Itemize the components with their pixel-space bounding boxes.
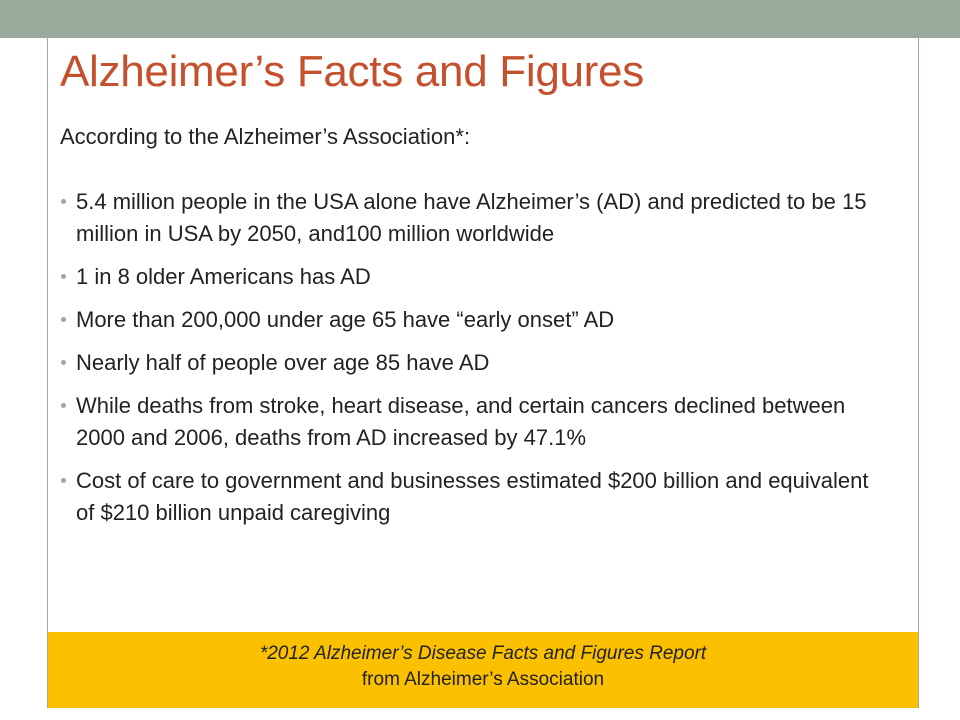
- bullet-item: [60, 261, 880, 293]
- bullet-item: [60, 186, 880, 250]
- slide-subtitle: According to the Alzheimer’s Association*:: [60, 124, 471, 149]
- source-attribution: from Alzheimer’s Association: [361, 669, 605, 690]
- bullet-text: Cost of care to government and businesses estimated $200 billion and equivalent of $210 billion unpaid caregiving: [76, 468, 869, 525]
- source-footer-box: [48, 632, 918, 708]
- bullet-dot-icon: [61, 360, 66, 365]
- bullet-dot-icon: [61, 199, 66, 204]
- slide-title: Alzheimer’s Facts and Figures: [60, 47, 644, 96]
- bullet-text: 5.4 million people in the USA alone have Alzheimer’s (AD) and predicted to be 15 million in USA by 2050, and100 million worldwide: [76, 189, 867, 246]
- bullet-text: More than 200,000 under age 65 have “early onset” AD: [76, 307, 615, 332]
- top-decor-band: [0, 0, 960, 38]
- source-citation: *2012 Alzheimer’s Disease Facts and Figures Report: [259, 643, 707, 664]
- bullet-text: 1 in 8 older Americans has AD: [76, 264, 371, 289]
- bullet-item: [60, 390, 880, 454]
- bullet-dot-icon: [61, 274, 66, 279]
- bullet-dot-icon: [61, 403, 66, 408]
- bullet-dot-icon: [61, 478, 66, 483]
- bullet-item: [60, 347, 880, 379]
- bullet-text: Nearly half of people over age 85 have AD: [76, 350, 490, 375]
- bullet-list: [60, 186, 880, 540]
- bullet-text: While deaths from stroke, heart disease, and certain cancers declined between 2000 and 2006, deaths from AD increased by 47.1%: [76, 393, 846, 450]
- bullet-item: [60, 304, 880, 336]
- bullet-item: [60, 465, 880, 529]
- right-border-rule: [918, 38, 919, 708]
- left-border-rule: [47, 38, 48, 708]
- bullet-dot-icon: [61, 317, 66, 322]
